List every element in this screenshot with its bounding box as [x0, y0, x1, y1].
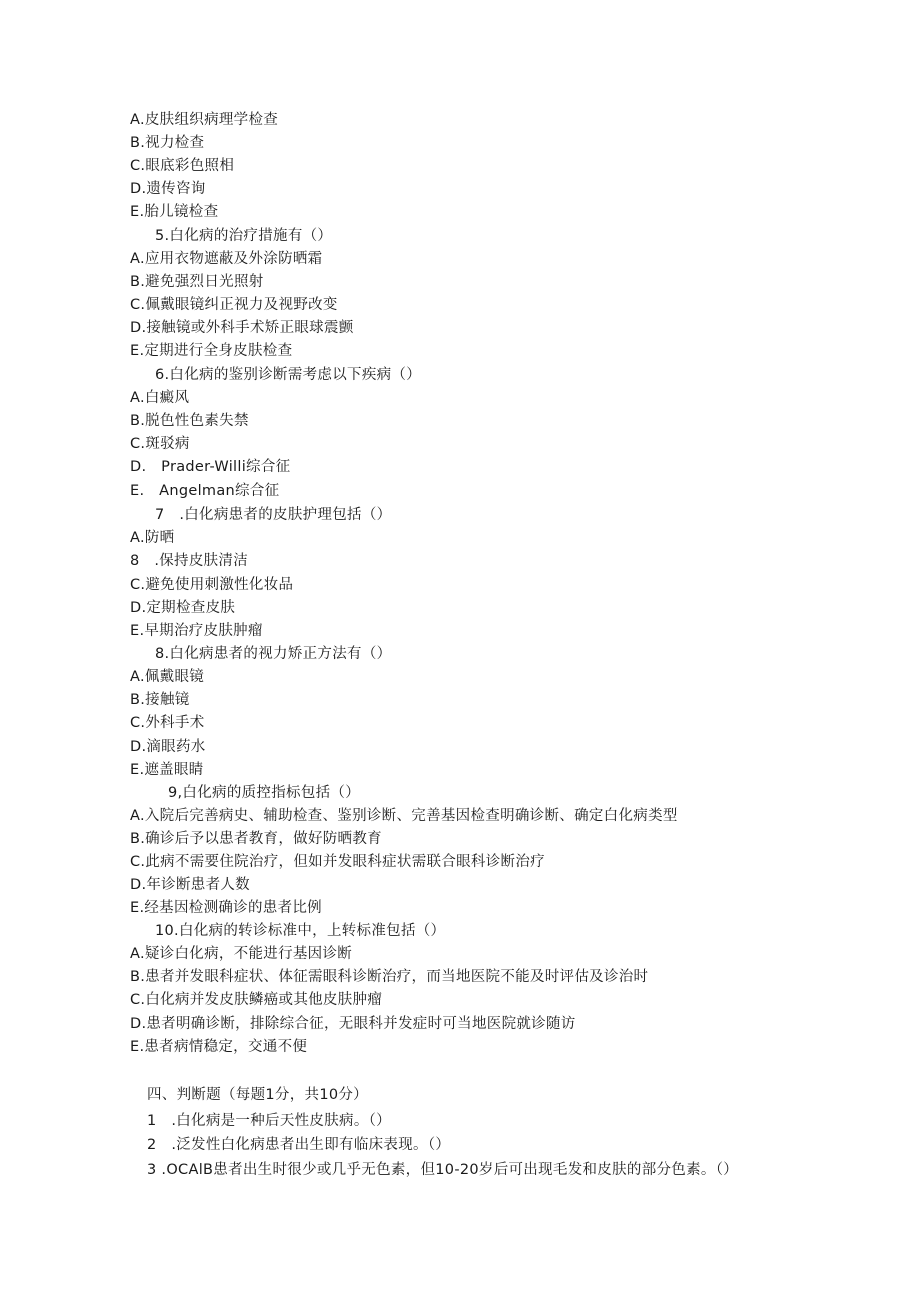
q5-option-b: B.避免强烈日光照射 — [130, 274, 264, 290]
q6-option-a: A.白癜风 — [130, 390, 190, 406]
q10-option-a: A.疑诊白化病，不能进行基因诊断 — [130, 946, 353, 962]
q4-option-a: A.皮肤组织病理学检查 — [130, 112, 279, 128]
q9-option-d: D.年诊断患者人数 — [130, 877, 250, 893]
tf-item-3: 3 .OCAlB患者出生时很少或几乎无色素，但10-20岁后可出现毛发和皮肤的部分色素。（） — [147, 1162, 739, 1178]
q9-option-e: E.经基因检测确诊的患者比例 — [130, 900, 322, 916]
q4-option-b: B.视力检查 — [130, 135, 205, 151]
q9-option-a: A.入院后完善病史、辅助检查、鉴别诊断、完善基因检查明确诊断、确定白化病类型 — [130, 808, 678, 824]
tf-item-1: 1 .白化病是一种后天性皮肤病。（） — [147, 1113, 391, 1129]
q9-option-b: B.确诊后予以患者教育，做好防晒教育 — [130, 831, 382, 847]
tf-item-2: 2 .泛发性白化病患者出生即有临床表现。（） — [147, 1137, 451, 1153]
q10-option-e: E.患者病情稳定，交通不便 — [130, 1039, 308, 1055]
q5-option-d: D.接触镜或外科手术矫正眼球震颤 — [130, 320, 354, 336]
q10-option-b: B.患者并发眼科症状、体征需眼科诊断治疗，而当地医院不能及时评估及诊治时 — [130, 969, 649, 985]
q8-option-e: E.遮盖眼睛 — [130, 762, 204, 778]
q8-option-a: A.佩戴眼镜 — [130, 669, 205, 685]
q4-option-d: D.遗传咨询 — [130, 181, 206, 197]
q7-option-c: C.避免使用刺激性化妆品 — [130, 577, 294, 593]
q6-option-d: D. Prader-Willi综合征 — [130, 459, 291, 475]
q10-title: 10.白化病的转诊标准中，上转标准包括（） — [155, 923, 446, 939]
q8-option-c: C.外科手术 — [130, 715, 205, 731]
q6-option-c: C.斑驳病 — [130, 436, 190, 452]
q9-option-c: C.此病不需要住院治疗，但如并发眼科症状需联合眼科诊断治疗 — [130, 854, 545, 870]
q5-option-c: C.佩戴眼镜纠正视力及视野改变 — [130, 297, 338, 313]
q8-option-d: D.滴眼药水 — [130, 739, 206, 755]
q7-title: 7 .白化病患者的皮肤护理包括（） — [155, 507, 392, 523]
q7-option-d: D.定期检查皮肤 — [130, 600, 236, 616]
q5-option-a: A.应用衣物遮蔽及外涂防晒霜 — [130, 251, 323, 267]
q6-option-b: B.脱色性色素失禁 — [130, 413, 249, 429]
q7-option-a: A.防晒 — [130, 530, 175, 546]
q7-option-b: 8 .保持皮肤清洁 — [130, 553, 249, 569]
q5-title: 5.白化病的治疗措施有（） — [155, 228, 333, 244]
section4-title: 四、判断题（每题1分，共10分） — [147, 1087, 368, 1103]
q4-option-e: E.胎儿镜检查 — [130, 204, 219, 220]
q5-option-e: E.定期进行全身皮肤检查 — [130, 343, 293, 359]
q10-option-c: C.白化病并发皮肤鳞癌或其他皮肤肿瘤 — [130, 992, 383, 1008]
q6-option-e: E. Angelman综合征 — [130, 483, 280, 499]
q8-title: 8.白化病患者的视力矫正方法有（） — [155, 646, 392, 662]
q10-option-d: D.患者明确诊断，排除综合征，无眼科并发症时可当地医院就诊随访 — [130, 1016, 576, 1032]
q4-option-c: C.眼底彩色照相 — [130, 158, 235, 174]
q8-option-b: B.接触镜 — [130, 692, 190, 708]
q6-title: 6.白化病的鉴别诊断需考虑以下疾病（） — [155, 367, 422, 383]
q9-title: 9,白化病的质控指标包括（） — [168, 785, 361, 801]
q7-option-e: E.早期治疗皮肤肿瘤 — [130, 623, 263, 639]
